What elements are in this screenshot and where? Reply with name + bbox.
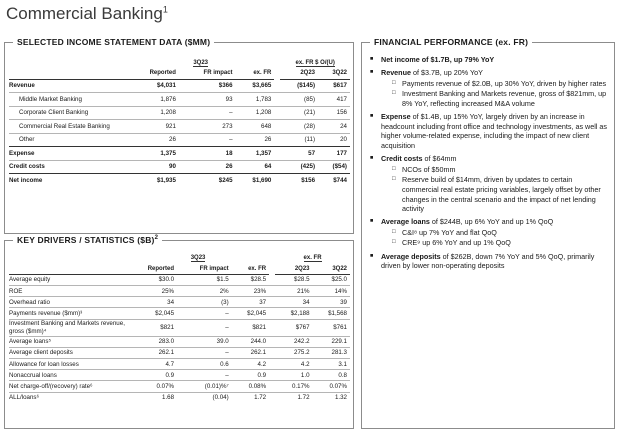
cell: $4,031 (127, 79, 179, 93)
sub-list-item: □ NCOs of $50mm (381, 165, 610, 175)
list-item (370, 68, 610, 108)
cell: 273 (179, 120, 236, 134)
cell: 26 (179, 160, 236, 174)
group-label-3q23: 3Q23 (190, 254, 206, 261)
cell: 262.1 (232, 347, 269, 358)
table-row-credit-costs (9, 160, 350, 174)
cell: $28.5 (232, 274, 269, 285)
cell: 417 (318, 93, 350, 107)
cell: 34 (275, 297, 312, 308)
col-header: FR impact (179, 68, 236, 79)
cell: $744 (333, 177, 347, 184)
cell: – (177, 370, 232, 381)
table-row (9, 336, 350, 347)
col-header: 2Q23 (275, 263, 312, 274)
bullet-lead: Average loans (381, 217, 430, 227)
cell: 3.1 (313, 359, 350, 370)
column-header-row (9, 68, 350, 79)
cell: – (177, 347, 232, 358)
cell: $767 (275, 319, 312, 336)
row-label: Average client deposits (9, 347, 127, 358)
col-header: ex. FR (236, 68, 275, 79)
cell: 156 (318, 106, 350, 120)
col-header: 3Q22 (318, 68, 350, 79)
row-label: Credit costs (9, 160, 127, 174)
cell: – (179, 106, 236, 120)
cell: 25% (127, 286, 177, 297)
cell: (0.04) (212, 394, 229, 402)
row-label: Average equity (9, 274, 127, 285)
bullet-text: of $262B, down 7% YoY and 5% QoQ, primarily driven by lower non-operating deposits (381, 251, 595, 271)
bullet-text: of $3.7B, up 20% YoY (410, 68, 483, 78)
cell: $821 (127, 319, 177, 336)
group-label-exfr: ex. FR (303, 254, 322, 261)
cell: $1.5 (177, 274, 232, 285)
cell: 0.9 (232, 370, 269, 381)
table-row-commercial-real-estate (9, 120, 350, 134)
cell: 1,783 (236, 93, 275, 107)
row-label: Average loans⁵ (9, 336, 127, 347)
cell: $3,665 (236, 79, 275, 93)
cell: $156 (301, 177, 316, 184)
cell: 283.0 (127, 336, 177, 347)
cell: 1,876 (127, 93, 179, 107)
table-row-corporate-client (9, 106, 350, 120)
bullet-text: of $244B, up 6% YoY and up 1% QoQ (429, 217, 554, 227)
cell: $2,188 (275, 308, 312, 319)
cell: – (179, 133, 236, 147)
cell: – (177, 319, 232, 336)
row-label: ROE (9, 286, 127, 297)
cell: $245 (218, 177, 233, 184)
row-label: Overhead ratio (9, 297, 127, 308)
sub-list-item: □ CRE⁹ up 6% YoY and up 1% QoQ (381, 238, 610, 248)
page-title-footnote: 1 (162, 4, 168, 15)
table-row-other (9, 133, 350, 147)
cell: $25.0 (313, 274, 350, 285)
cell: 1.32 (334, 394, 347, 402)
row-label: Revenue (9, 79, 127, 93)
bullet-lead: Expense (381, 112, 411, 122)
row-label: ALL/loans⁶ (9, 394, 40, 402)
bullet-lead: Credit costs (381, 154, 423, 164)
sub-list-item: □ Reserve build of $14mm, driven by updates to certain commercial real estate pricing variables, largely offset by other changes in the central scenario and the impact of net lending activity (381, 175, 610, 213)
table-row (9, 297, 350, 308)
col-header: FR impact (177, 263, 232, 274)
cell: 64 (236, 160, 275, 174)
cell: 1,357 (236, 147, 275, 161)
table-row-net-income (9, 174, 350, 188)
col-header: 3Q22 (313, 263, 350, 274)
cell: (21) (280, 106, 318, 120)
cell: (28) (280, 120, 318, 134)
cell: 1,208 (236, 106, 275, 120)
row-label: Payments revenue ($mm)³ (9, 308, 127, 319)
cell: 281.3 (313, 347, 350, 358)
cell: $821 (232, 319, 269, 336)
cell: $1,568 (313, 308, 350, 319)
col-header: ex. FR (232, 263, 269, 274)
cell: 921 (127, 120, 179, 134)
cell: 1,375 (127, 147, 179, 161)
cell: 24 (318, 120, 350, 134)
table-row (9, 359, 350, 370)
bullet-text: of $64mm (422, 154, 457, 164)
col-header: Reported (127, 68, 179, 79)
cell: $366 (179, 79, 236, 93)
cell: 90 (127, 160, 179, 174)
cell: 4.2 (232, 359, 269, 370)
cell: 229.1 (313, 336, 350, 347)
bullet-lead: Revenue (381, 68, 411, 78)
cell: (0.01)%⁷ (177, 381, 232, 392)
cell: 4.7 (127, 359, 177, 370)
cell: 34 (127, 297, 177, 308)
row-label: Middle Market Banking (9, 93, 127, 107)
table-row (9, 274, 350, 285)
cell: 2% (177, 286, 232, 297)
row-label: Corporate Client Banking (9, 106, 127, 120)
cell: 1,208 (127, 106, 179, 120)
financial-performance-title: FINANCIAL PERFORMANCE (ex. FR) (370, 37, 532, 47)
table-row (9, 392, 350, 403)
col-header: 2Q23 (280, 68, 318, 79)
cell: 14% (313, 286, 350, 297)
bullet-lead: Average deposits (381, 251, 441, 261)
table-row (9, 347, 350, 358)
group-header-row (9, 57, 350, 68)
sub-list-item: □ Payments revenue of $2.0B, up 30% YoY, driven by higher rates (381, 79, 610, 89)
cell: 39.0 (177, 336, 232, 347)
row-label: Net charge-off/(recovery) rate⁶ (9, 381, 127, 392)
income-statement-table (9, 57, 350, 187)
table-row (9, 308, 350, 319)
cell: $1,935 (156, 177, 176, 184)
key-drivers-panel (4, 235, 354, 429)
bullet-lead: Net income of $1.7B, up 79% YoY (381, 55, 495, 64)
cell: 0.08% (232, 381, 269, 392)
cell: 37 (232, 297, 269, 308)
row-label: Other (9, 133, 127, 147)
table-row (9, 319, 350, 336)
cell: 0.17% (275, 381, 312, 392)
cell: (3) (177, 297, 232, 308)
cell: 0.6 (177, 359, 232, 370)
list-item (370, 252, 610, 271)
cell: 244.0 (232, 336, 269, 347)
cell: 26 (236, 133, 275, 147)
table-row-middle-market (9, 93, 350, 107)
row-label: Expense (9, 147, 127, 161)
row-label: Nonaccrual loans (9, 370, 127, 381)
cell: $28.5 (275, 274, 312, 285)
cell: (425) (280, 160, 318, 174)
key-drivers-title (13, 235, 162, 245)
page-title-text: Commercial Banking (6, 4, 163, 23)
financial-performance-panel (361, 37, 615, 429)
key-drivers-table (9, 252, 350, 403)
cell: 1.72 (254, 394, 267, 402)
cell: 20 (318, 133, 350, 147)
cell: 39 (313, 297, 350, 308)
cell: – (177, 308, 232, 319)
cell: 0.9 (127, 370, 177, 381)
cell: $1,690 (252, 177, 272, 184)
cell: (11) (280, 133, 318, 147)
group-label-3q23: 3Q23 (193, 59, 209, 66)
cell: 262.1 (127, 347, 177, 358)
bullet-text: of $1.4B, up 15% YoY, largely driven by an increase in headcount including front office and technology investments, as well as higher volume-related expense, including the impact of new client acquisition (381, 112, 608, 150)
sub-list-item: □ Investment Banking and Markets revenue, gross of $821mm, up 8% YoY, reflecting increased M&A volume (381, 89, 610, 108)
cell: 4.2 (275, 359, 312, 370)
cell: $617 (318, 79, 350, 93)
page-title (6, 4, 168, 24)
list-item (370, 217, 610, 248)
performance-list (370, 55, 610, 274)
cell: (85) (280, 93, 318, 107)
key-drivers-title-footnote: 2 (154, 235, 159, 242)
cell: 23% (232, 286, 269, 297)
group-header-row (9, 252, 350, 263)
sub-list-item: □ C&I⁸ up 7% YoY and flat QoQ (381, 228, 610, 238)
cell: 648 (236, 120, 275, 134)
cell: 21% (275, 286, 312, 297)
income-statement-panel (4, 37, 354, 234)
column-header-row (9, 263, 350, 274)
list-item (370, 55, 610, 65)
col-header: Reported (127, 263, 177, 274)
row-label: Commercial Real Estate Banking (9, 120, 127, 134)
table-row (9, 286, 350, 297)
cell: ($54) (318, 160, 350, 174)
cell: 18 (179, 147, 236, 161)
cell: $761 (313, 319, 350, 336)
cell: 0.07% (313, 381, 350, 392)
cell: $2,045 (127, 308, 177, 319)
cell: 57 (280, 147, 318, 161)
row-label: Investment Banking and Markets revenue, gross ($mm)⁴ (9, 319, 127, 336)
row-label: Allowance for loan losses (9, 359, 127, 370)
cell: 93 (179, 93, 236, 107)
cell: 26 (127, 133, 179, 147)
income-statement-title: SELECTED INCOME STATEMENT DATA ($MM) (13, 37, 214, 47)
cell: 177 (318, 147, 350, 161)
table-row-revenue (9, 79, 350, 93)
cell: ($145) (280, 79, 318, 93)
group-label-exfr-variance: ex. FR $ O/(U) (295, 59, 335, 66)
cell: 275.2 (275, 347, 312, 358)
cell: 0.8 (313, 370, 350, 381)
list-item (370, 154, 610, 214)
cell: 242.2 (275, 336, 312, 347)
list-item (370, 112, 610, 150)
cell: $2,045 (232, 308, 269, 319)
table-row (9, 381, 350, 392)
table-row (9, 370, 350, 381)
cell: $30.0 (127, 274, 177, 285)
key-drivers-title-text: KEY DRIVERS / STATISTICS ($B) (17, 235, 155, 245)
row-label: Net income (9, 177, 43, 184)
cell: 1.72 (297, 394, 310, 402)
cell: 0.07% (127, 381, 177, 392)
cell: 1.68 (162, 394, 175, 402)
table-row-expense (9, 147, 350, 161)
cell: 1.0 (275, 370, 312, 381)
